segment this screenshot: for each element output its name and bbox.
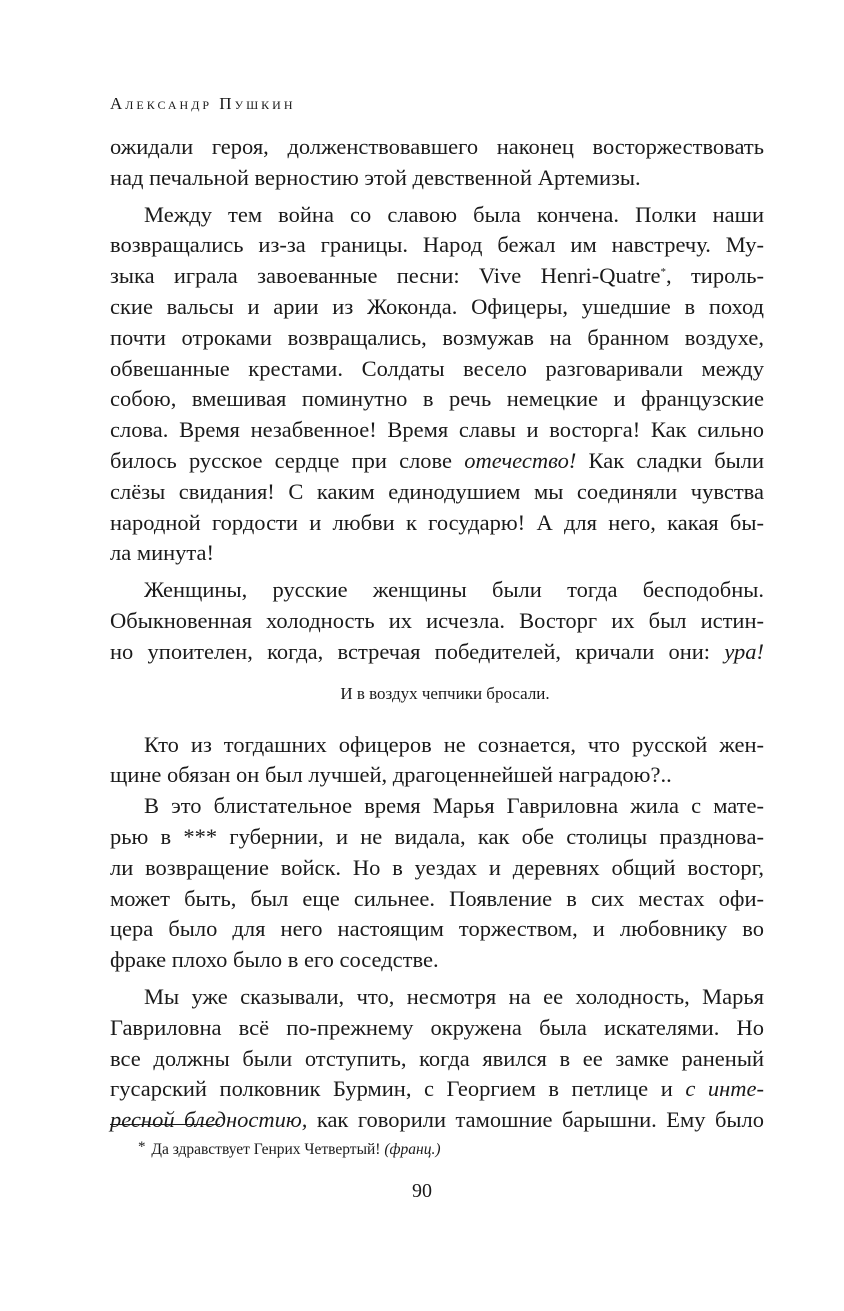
text-line: собою, вмешивая поминутно в речь немецкие и французские (110, 386, 764, 412)
text-line: все должны были отступить, когда явился в ее замке раненый (110, 1045, 764, 1071)
text-line: слова. Время незабвенное! Время славы и восторга! Как сильно (110, 417, 764, 443)
verse-quote: И в воздух чепчики бросали. (340, 683, 550, 703)
footnote-text: Да здравствует Генрих Четвертый! (151, 1141, 381, 1158)
text-line (110, 446, 764, 477)
text-segment: , тироль- (666, 263, 765, 289)
text-line (110, 1074, 764, 1105)
italic-word: ура! (724, 638, 764, 664)
running-head: Александр Пушкин (110, 94, 296, 113)
text-line: Женщины, русские женщины были тогда бесподобны. (144, 577, 764, 603)
italic-phrase: с инте- (685, 1076, 764, 1102)
page-number: 90 (412, 1180, 432, 1202)
text-line: щине обязан он был лучшей, драгоценнейшей наградою?.. (110, 762, 672, 788)
text-line: слёзы свидания! С каким единодушием мы соединяли чувства (110, 478, 764, 504)
text-line (110, 1105, 764, 1136)
text-segment: но упоителен, когда, встречая победителей, кричали они: (110, 638, 711, 664)
text-segment: гусарский полковник Бурмин, с Георгием в петлице и (110, 1076, 673, 1102)
paragraph (110, 730, 764, 792)
text-line: возвращались из-за границы. Народ бежал им навстречу. Му- (110, 232, 764, 258)
text-line: может быть, был еще сильнее. Появление в сих местах офи- (110, 885, 764, 911)
italic-word: отечество! (464, 447, 577, 473)
text-line: Кто из тогдашних офицеров не сознается, что русской жен- (144, 731, 764, 757)
text-line: Обыкновенная холодность их исчезла. Восторг их был истин- (110, 607, 764, 633)
text-segment: зыка играла завоеванные песни: Vive Henri-Quatre (110, 263, 661, 289)
paragraph (110, 791, 764, 976)
text-line (110, 637, 764, 668)
footnote-language-note: (франц.) (384, 1141, 441, 1158)
text-line: ли возвращение войск. Но в уездах и деревнях общий восторг, (110, 854, 764, 880)
text-line: ожидали героя, долженствовавшего наконец восторжествовать (110, 134, 764, 159)
text-line: цера было для него настоящим торжеством, и любовнику во (110, 916, 764, 942)
text-line: почти отроками возвращались, возмужав на бранном воздухе, (110, 324, 764, 350)
text-line (110, 261, 764, 292)
text-line: Между тем война со славою была кончена. Полки наши (144, 201, 764, 227)
footnote-mark: * (138, 1139, 146, 1155)
text-line: Гавриловна всё по-прежнему окружена была искателями. Но (110, 1014, 764, 1040)
text-segment: как говорили тамошние барышни. Ему было (316, 1107, 764, 1133)
footnote (138, 1140, 441, 1160)
paragraph (110, 982, 764, 1136)
paragraph (110, 200, 764, 570)
text-line: В это блистательное время Марья Гавриловна жила с мате- (144, 793, 764, 819)
text-line: обвешанные крестами. Солдаты весело разговаривали между (110, 355, 764, 381)
text-line: народной гордости и любви к государю! А для него, какая бы- (110, 509, 764, 535)
text-segment: билось русское сердце при слове (110, 447, 453, 473)
text-line: над печальной верностию этой девственной Артемизы. (110, 164, 641, 190)
text-line: ские вальсы и арии из Жоконда. Офицеры, ушедшие в поход (110, 293, 764, 319)
text-line: ла минута! (110, 540, 214, 566)
italic-phrase: ресной бледностию, (110, 1107, 308, 1133)
text-line: Мы уже сказывали, что, несмотря на ее холодность, Марья (144, 983, 764, 1009)
footnote-separator (110, 1124, 220, 1125)
paragraph (110, 132, 764, 194)
paragraph (110, 575, 764, 667)
text-line: фраке плохо было в его соседстве. (110, 947, 439, 973)
footnote-reference-mark: * (660, 266, 667, 279)
main-text (110, 132, 764, 1136)
text-line: рью в *** губернии, и не видала, как обе столицы праздновa- (110, 823, 764, 849)
text-segment: Как сладки были (588, 447, 765, 473)
